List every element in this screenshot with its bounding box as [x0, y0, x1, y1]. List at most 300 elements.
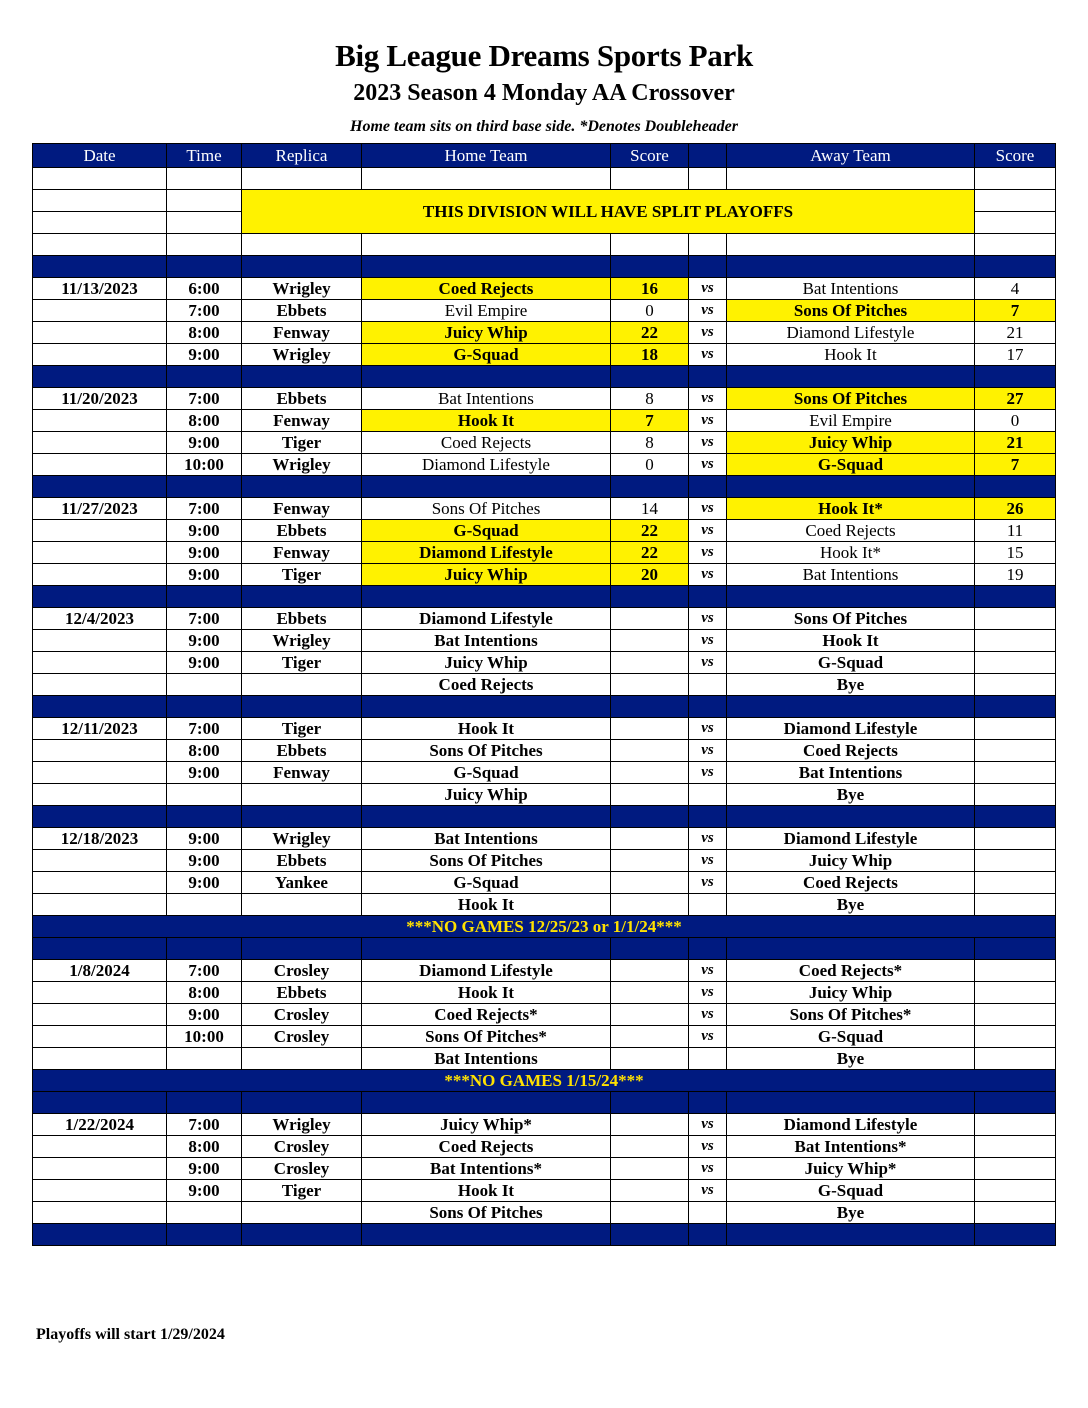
separator-cell	[611, 938, 689, 960]
no-games-row	[33, 916, 1056, 938]
away-score-cell: 7	[975, 300, 1056, 322]
home-score-cell	[611, 828, 689, 850]
separator-cell	[242, 938, 362, 960]
separator-cell	[611, 1224, 689, 1246]
separator-cell	[727, 1092, 975, 1114]
separator-cell	[167, 586, 242, 608]
away-team-cell: Bye	[727, 784, 975, 806]
replica-cell: Yankee	[242, 872, 362, 894]
replica-cell: Wrigley	[242, 454, 362, 476]
game-row	[33, 278, 1056, 300]
away-team-cell: G-Squad	[727, 1180, 975, 1202]
away-team-cell: Bat Intentions*	[727, 1136, 975, 1158]
vs-cell: vs	[689, 762, 727, 784]
separator-cell	[33, 586, 167, 608]
away-team-cell: Hook It*	[727, 498, 975, 520]
game-row	[33, 1114, 1056, 1136]
home-score-cell	[611, 894, 689, 916]
vs-cell: vs	[689, 828, 727, 850]
game-row	[33, 960, 1056, 982]
home-score-cell: 22	[611, 542, 689, 564]
vs-cell: vs	[689, 498, 727, 520]
separator-cell	[362, 366, 611, 388]
separator-cell	[611, 586, 689, 608]
home-team-cell: Hook It	[362, 1180, 611, 1202]
away-score-cell	[975, 784, 1056, 806]
time-cell: 7:00	[167, 498, 242, 520]
time-cell: 8:00	[167, 740, 242, 762]
home-team-cell: Sons Of Pitches*	[362, 1026, 611, 1048]
away-team-cell: Bye	[727, 674, 975, 696]
replica-cell: Tiger	[242, 564, 362, 586]
separator-cell	[975, 256, 1056, 278]
vs-cell: vs	[689, 278, 727, 300]
separator-cell	[975, 696, 1056, 718]
game-row	[33, 300, 1056, 322]
away-team-cell: Bat Intentions	[727, 278, 975, 300]
home-score-cell	[611, 762, 689, 784]
time-cell: 7:00	[167, 960, 242, 982]
time-cell: 9:00	[167, 652, 242, 674]
separator-cell	[167, 696, 242, 718]
separator-row	[33, 1224, 1056, 1246]
vs-cell: vs	[689, 608, 727, 630]
away-team-cell: Diamond Lifestyle	[727, 718, 975, 740]
home-team-cell: Diamond Lifestyle	[362, 608, 611, 630]
time-cell: 7:00	[167, 718, 242, 740]
vs-cell: vs	[689, 322, 727, 344]
separator-cell	[975, 1224, 1056, 1246]
separator-cell	[242, 256, 362, 278]
separator-cell	[33, 1092, 167, 1114]
schedule-table	[32, 143, 1056, 1246]
date-cell	[33, 322, 167, 344]
vs-cell	[689, 784, 727, 806]
date-cell	[33, 850, 167, 872]
separator-cell	[975, 1092, 1056, 1114]
away-team-cell: Coed Rejects	[727, 740, 975, 762]
home-score-cell	[611, 652, 689, 674]
away-score-cell	[975, 740, 1056, 762]
home-team-cell: G-Squad	[362, 762, 611, 784]
replica-cell: Tiger	[242, 718, 362, 740]
separator-cell	[689, 806, 727, 828]
separator-cell	[689, 586, 727, 608]
time-cell: 9:00	[167, 872, 242, 894]
replica-cell: Wrigley	[242, 630, 362, 652]
vs-cell: vs	[689, 718, 727, 740]
separator-cell	[242, 366, 362, 388]
away-score-cell: 21	[975, 322, 1056, 344]
away-team-cell: Diamond Lifestyle	[727, 1114, 975, 1136]
separator-cell	[611, 366, 689, 388]
vs-cell: vs	[689, 344, 727, 366]
home-team-cell: Diamond Lifestyle	[362, 454, 611, 476]
game-row	[33, 652, 1056, 674]
vs-cell: vs	[689, 432, 727, 454]
game-row	[33, 344, 1056, 366]
vs-cell: vs	[689, 1136, 727, 1158]
away-score-cell	[975, 1180, 1056, 1202]
replica-cell: Ebbets	[242, 740, 362, 762]
separator-cell	[167, 1224, 242, 1246]
header-row	[33, 144, 1056, 168]
away-score-cell	[975, 1048, 1056, 1070]
away-team-cell: Juicy Whip	[727, 982, 975, 1004]
vs-cell: vs	[689, 564, 727, 586]
replica-cell: Fenway	[242, 410, 362, 432]
separator-cell	[689, 1092, 727, 1114]
col-header-home-score: Score	[611, 144, 689, 168]
replica-cell: Wrigley	[242, 344, 362, 366]
away-team-cell: G-Squad	[727, 454, 975, 476]
home-score-cell	[611, 850, 689, 872]
vs-cell: vs	[689, 630, 727, 652]
date-cell	[33, 652, 167, 674]
time-cell: 9:00	[167, 1180, 242, 1202]
date-cell	[33, 520, 167, 542]
separator-row	[33, 476, 1056, 498]
time-cell: 9:00	[167, 762, 242, 784]
vs-cell	[689, 894, 727, 916]
away-team-cell: Diamond Lifestyle	[727, 828, 975, 850]
vs-cell: vs	[689, 982, 727, 1004]
time-cell: 9:00	[167, 564, 242, 586]
separator-cell	[167, 476, 242, 498]
home-score-cell	[611, 1026, 689, 1048]
vs-cell: vs	[689, 520, 727, 542]
away-score-cell	[975, 674, 1056, 696]
vs-cell: vs	[689, 1180, 727, 1202]
game-row	[33, 718, 1056, 740]
time-cell: 8:00	[167, 1136, 242, 1158]
separator-cell	[611, 256, 689, 278]
vs-cell: vs	[689, 542, 727, 564]
separator-cell	[727, 806, 975, 828]
separator-cell	[362, 806, 611, 828]
no-games-message: ***NO GAMES 1/15/24***	[33, 1070, 1056, 1092]
no-games-message: ***NO GAMES 12/25/23 or 1/1/24***	[33, 916, 1056, 938]
home-team-cell: G-Squad	[362, 344, 611, 366]
separator-cell	[611, 1092, 689, 1114]
replica-cell: Tiger	[242, 652, 362, 674]
game-row	[33, 740, 1056, 762]
away-score-cell	[975, 718, 1056, 740]
home-team-cell: Juicy Whip	[362, 322, 611, 344]
away-score-cell	[975, 630, 1056, 652]
date-cell	[33, 630, 167, 652]
date-cell: 11/27/2023	[33, 498, 167, 520]
home-score-cell: 0	[611, 454, 689, 476]
date-cell	[33, 1048, 167, 1070]
home-team-cell: Juicy Whip	[362, 652, 611, 674]
time-cell: 7:00	[167, 608, 242, 630]
date-cell	[33, 982, 167, 1004]
split-playoffs-banner: THIS DIVISION WILL HAVE SPLIT PLAYOFFS	[242, 190, 975, 234]
date-cell: 1/8/2024	[33, 960, 167, 982]
away-team-cell: Bat Intentions	[727, 564, 975, 586]
replica-cell: Fenway	[242, 322, 362, 344]
home-team-cell: Evil Empire	[362, 300, 611, 322]
separator-cell	[689, 256, 727, 278]
home-score-cell: 20	[611, 564, 689, 586]
separator-row	[33, 1092, 1056, 1114]
game-row	[33, 608, 1056, 630]
separator-cell	[33, 806, 167, 828]
away-team-cell: Juicy Whip	[727, 850, 975, 872]
separator-cell	[362, 256, 611, 278]
separator-cell	[975, 476, 1056, 498]
separator-cell	[242, 586, 362, 608]
page-subtitle: 2023 Season 4 Monday AA Crossover	[353, 80, 735, 106]
home-team-cell: Hook It	[362, 894, 611, 916]
game-row	[33, 1004, 1056, 1026]
separator-cell	[242, 1224, 362, 1246]
home-score-cell	[611, 1004, 689, 1026]
time-cell: 9:00	[167, 542, 242, 564]
separator-row	[33, 366, 1056, 388]
replica-cell	[242, 674, 362, 696]
away-team-cell: Sons Of Pitches	[727, 388, 975, 410]
bye-row	[33, 784, 1056, 806]
home-score-cell	[611, 1202, 689, 1224]
separator-cell	[242, 806, 362, 828]
home-team-cell: Sons Of Pitches	[362, 850, 611, 872]
home-team-cell: Sons Of Pitches	[362, 1202, 611, 1224]
vs-cell: vs	[689, 1004, 727, 1026]
home-score-cell	[611, 740, 689, 762]
away-score-cell: 15	[975, 542, 1056, 564]
away-score-cell: 4	[975, 278, 1056, 300]
game-row	[33, 1180, 1056, 1202]
vs-cell	[689, 1048, 727, 1070]
date-cell: 11/13/2023	[33, 278, 167, 300]
time-cell: 9:00	[167, 344, 242, 366]
separator-cell	[975, 586, 1056, 608]
bye-row	[33, 674, 1056, 696]
home-team-cell: Diamond Lifestyle	[362, 960, 611, 982]
away-score-cell	[975, 1004, 1056, 1026]
away-score-cell	[975, 1158, 1056, 1180]
separator-cell	[362, 938, 611, 960]
vs-cell	[689, 1202, 727, 1224]
home-team-cell: Bat Intentions	[362, 630, 611, 652]
away-team-cell: Bye	[727, 1202, 975, 1224]
away-team-cell: Hook It	[727, 630, 975, 652]
time-cell: 9:00	[167, 1004, 242, 1026]
date-cell	[33, 872, 167, 894]
away-score-cell	[975, 982, 1056, 1004]
away-score-cell	[975, 894, 1056, 916]
time-cell: 9:00	[167, 520, 242, 542]
separator-cell	[33, 1224, 167, 1246]
replica-cell: Ebbets	[242, 608, 362, 630]
replica-cell: Fenway	[242, 542, 362, 564]
time-cell	[167, 674, 242, 696]
away-team-cell: Hook It*	[727, 542, 975, 564]
bye-row	[33, 1048, 1056, 1070]
separator-cell	[242, 696, 362, 718]
separator-cell	[362, 1092, 611, 1114]
separator-cell	[33, 256, 167, 278]
replica-cell: Tiger	[242, 1180, 362, 1202]
home-team-cell: Coed Rejects	[362, 278, 611, 300]
home-score-cell	[611, 718, 689, 740]
home-team-cell: Juicy Whip	[362, 564, 611, 586]
game-row	[33, 454, 1056, 476]
vs-cell: vs	[689, 454, 727, 476]
col-header-time: Time	[167, 144, 242, 168]
home-score-cell	[611, 982, 689, 1004]
home-score-cell	[611, 784, 689, 806]
home-score-cell: 8	[611, 388, 689, 410]
time-cell: 7:00	[167, 388, 242, 410]
away-team-cell: G-Squad	[727, 652, 975, 674]
vs-cell: vs	[689, 652, 727, 674]
separator-cell	[167, 1092, 242, 1114]
away-score-cell: 11	[975, 520, 1056, 542]
vs-cell: vs	[689, 740, 727, 762]
game-row	[33, 982, 1056, 1004]
separator-cell	[33, 696, 167, 718]
separator-cell	[689, 696, 727, 718]
home-team-cell: G-Squad	[362, 520, 611, 542]
replica-cell: Crosley	[242, 1004, 362, 1026]
home-score-cell	[611, 630, 689, 652]
replica-cell: Tiger	[242, 432, 362, 454]
date-cell: 11/20/2023	[33, 388, 167, 410]
col-header-replica: Replica	[242, 144, 362, 168]
home-score-cell: 8	[611, 432, 689, 454]
game-row	[33, 630, 1056, 652]
home-team-cell: Coed Rejects	[362, 1136, 611, 1158]
separator-cell	[167, 366, 242, 388]
date-cell	[33, 894, 167, 916]
separator-cell	[33, 938, 167, 960]
home-team-cell: G-Squad	[362, 872, 611, 894]
date-cell	[33, 1158, 167, 1180]
date-cell	[33, 454, 167, 476]
separator-cell	[362, 696, 611, 718]
separator-cell	[975, 366, 1056, 388]
away-team-cell: Coed Rejects*	[727, 960, 975, 982]
separator-cell	[362, 1224, 611, 1246]
separator-row	[33, 806, 1056, 828]
separator-cell	[167, 938, 242, 960]
replica-cell: Ebbets	[242, 520, 362, 542]
home-team-cell: Hook It	[362, 718, 611, 740]
vs-cell: vs	[689, 300, 727, 322]
home-score-cell: 22	[611, 520, 689, 542]
time-cell: 6:00	[167, 278, 242, 300]
home-score-cell: 22	[611, 322, 689, 344]
home-team-cell: Juicy Whip*	[362, 1114, 611, 1136]
date-cell: 1/22/2024	[33, 1114, 167, 1136]
away-team-cell: Coed Rejects	[727, 872, 975, 894]
separator-cell	[727, 476, 975, 498]
separator-cell	[689, 938, 727, 960]
time-cell: 7:00	[167, 1114, 242, 1136]
time-cell	[167, 784, 242, 806]
home-score-cell	[611, 1114, 689, 1136]
vs-cell: vs	[689, 388, 727, 410]
col-header-date: Date	[33, 144, 167, 168]
away-team-cell: Coed Rejects	[727, 520, 975, 542]
home-score-cell: 7	[611, 410, 689, 432]
away-score-cell: 7	[975, 454, 1056, 476]
date-cell	[33, 564, 167, 586]
home-team-cell: Bat Intentions	[362, 388, 611, 410]
bye-row	[33, 1202, 1056, 1224]
away-score-cell: 19	[975, 564, 1056, 586]
replica-cell	[242, 784, 362, 806]
replica-cell: Ebbets	[242, 982, 362, 1004]
separator-cell	[727, 586, 975, 608]
col-header-blank	[689, 144, 727, 168]
replica-cell: Ebbets	[242, 388, 362, 410]
game-row	[33, 1026, 1056, 1048]
home-team-cell: Bat Intentions*	[362, 1158, 611, 1180]
replica-cell: Wrigley	[242, 278, 362, 300]
game-row	[33, 432, 1056, 454]
blank-row	[33, 168, 1056, 190]
vs-cell: vs	[689, 1158, 727, 1180]
home-team-cell: Sons Of Pitches	[362, 740, 611, 762]
page-title: Big League Dreams Sports Park	[335, 38, 753, 73]
replica-cell: Wrigley	[242, 1114, 362, 1136]
separator-row	[33, 256, 1056, 278]
vs-cell: vs	[689, 1026, 727, 1048]
away-score-cell: 21	[975, 432, 1056, 454]
game-row	[33, 322, 1056, 344]
time-cell	[167, 1202, 242, 1224]
time-cell: 8:00	[167, 982, 242, 1004]
separator-cell	[611, 476, 689, 498]
vs-cell: vs	[689, 1114, 727, 1136]
home-score-cell	[611, 1048, 689, 1070]
separator-cell	[975, 806, 1056, 828]
away-team-cell: Sons Of Pitches	[727, 608, 975, 630]
away-score-cell	[975, 828, 1056, 850]
replica-cell: Fenway	[242, 498, 362, 520]
home-team-cell: Coed Rejects	[362, 432, 611, 454]
playoffs-note: Playoffs will start 1/29/2024	[36, 1326, 225, 1343]
away-score-cell	[975, 652, 1056, 674]
no-games-row	[33, 1070, 1056, 1092]
home-score-cell: 18	[611, 344, 689, 366]
away-score-cell	[975, 960, 1056, 982]
time-cell: 9:00	[167, 432, 242, 454]
replica-cell	[242, 1202, 362, 1224]
home-team-cell: Bat Intentions	[362, 1048, 611, 1070]
separator-cell	[689, 476, 727, 498]
away-team-cell: Evil Empire	[727, 410, 975, 432]
game-row	[33, 410, 1056, 432]
date-cell	[33, 1202, 167, 1224]
date-cell	[33, 300, 167, 322]
away-score-cell: 26	[975, 498, 1056, 520]
home-score-cell	[611, 608, 689, 630]
away-score-cell: 17	[975, 344, 1056, 366]
date-cell	[33, 740, 167, 762]
separator-cell	[362, 476, 611, 498]
home-team-cell: Coed Rejects*	[362, 1004, 611, 1026]
time-cell: 9:00	[167, 850, 242, 872]
date-cell	[33, 1004, 167, 1026]
away-score-cell	[975, 762, 1056, 784]
away-score-cell	[975, 850, 1056, 872]
separator-cell	[33, 366, 167, 388]
